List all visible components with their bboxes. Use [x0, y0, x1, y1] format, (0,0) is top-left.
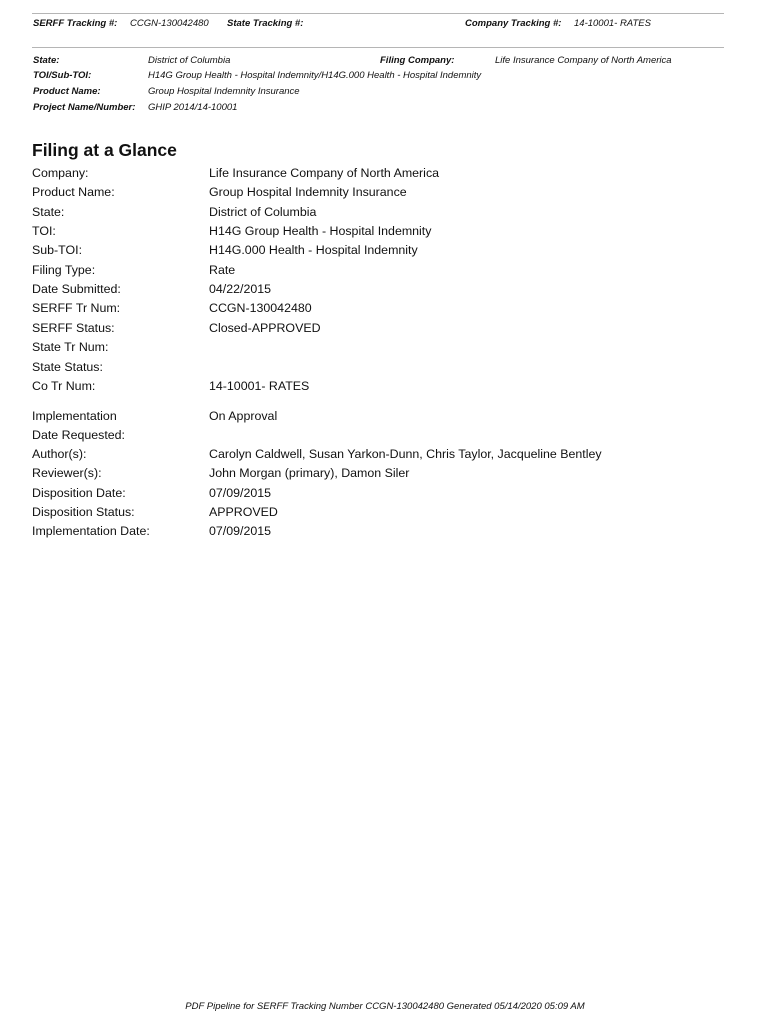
- meta-product-label: Product Name:: [33, 86, 101, 97]
- header-bottom-rule: [32, 47, 724, 48]
- company-tracking-header: [465, 18, 561, 30]
- meta-filing-company-value: Life Insurance Company of North America: [495, 55, 672, 66]
- glance-value: Group Hospital Indemnity Insurance: [209, 185, 407, 199]
- company-tracking-label: Company Tracking #:: [465, 18, 562, 29]
- state-tracking-label: State Tracking #:: [227, 18, 304, 29]
- glance-value: CCGN-130042480: [209, 301, 312, 315]
- header-top-rule: [32, 13, 724, 14]
- page-footer: PDF Pipeline for SERFF Tracking Number CCGN-130042480 Generated 05/14/2020 05:09 AM: [185, 1001, 585, 1012]
- glance-value: On Approval: [209, 409, 278, 423]
- glance-label: State:: [32, 205, 65, 219]
- glance-label: Product Name:: [32, 185, 115, 199]
- glance-value: 07/09/2015: [209, 486, 272, 500]
- glance-label: Sub-TOI:: [32, 243, 83, 257]
- meta-toi-row: [33, 70, 733, 82]
- serff-tracking-header: [33, 18, 117, 30]
- company-tracking-value: 14-10001- RATES: [574, 18, 651, 29]
- glance-label: SERFF Tr Num:: [32, 301, 121, 315]
- glance-label: SERFF Status:: [32, 321, 115, 335]
- glance-value: APPROVED: [209, 505, 278, 519]
- glance-label: Author(s):: [32, 447, 87, 461]
- meta-filing-company-label: Filing Company:: [380, 55, 455, 66]
- meta-state-value: District of Columbia: [148, 55, 231, 66]
- meta-project-row: [33, 102, 733, 114]
- glance-label: Disposition Date:: [32, 486, 126, 500]
- glance-value: John Morgan (primary), Damon Siler: [209, 466, 410, 480]
- glance-value: District of Columbia: [209, 205, 317, 219]
- glance-label: State Status:: [32, 360, 103, 374]
- serff-tracking-label: SERFF Tracking #:: [33, 18, 118, 29]
- glance-value: H14G Group Health - Hospital Indemnity: [209, 224, 432, 238]
- meta-state-label: State:: [33, 55, 60, 66]
- glance-value: 14-10001- RATES: [209, 379, 310, 393]
- glance-label: State Tr Num:: [32, 340, 109, 354]
- glance-label: Disposition Status:: [32, 505, 135, 519]
- glance-value: Carolyn Caldwell, Susan Yarkon-Dunn, Chris Taylor, Jacqueline Bentley: [209, 447, 602, 461]
- meta-project-label: Project Name/Number:: [33, 102, 136, 113]
- meta-product-value: Group Hospital Indemnity Insurance: [148, 86, 300, 97]
- glance-label: Implementation: [32, 409, 117, 423]
- glance-value: Rate: [209, 263, 236, 277]
- meta-product-row: [33, 86, 733, 98]
- meta-toi-value: H14G Group Health - Hospital Indemnity/H14G.000 Health - Hospital Indemnity: [148, 70, 482, 81]
- glance-label: Company:: [32, 166, 89, 180]
- glance-label: Co Tr Num:: [32, 379, 96, 393]
- glance-label: Reviewer(s):: [32, 466, 102, 480]
- serff-tracking-value: CCGN-130042480: [130, 18, 209, 29]
- glance-value: 04/22/2015: [209, 282, 272, 296]
- glance-label: Date Requested:: [32, 428, 125, 442]
- page-title: Filing at a Glance: [32, 140, 177, 160]
- glance-label: Implementation Date:: [32, 524, 150, 538]
- glance-label: Date Submitted:: [32, 282, 121, 296]
- glance-value: Closed-APPROVED: [209, 321, 321, 335]
- meta-state-row: [33, 55, 733, 67]
- glance-value: H14G.000 Health - Hospital Indemnity: [209, 243, 418, 257]
- glance-label: TOI:: [32, 224, 56, 238]
- meta-toi-label: TOI/Sub-TOI:: [33, 70, 92, 81]
- glance-value: Life Insurance Company of North America: [209, 166, 440, 180]
- glance-label: Filing Type:: [32, 263, 96, 277]
- meta-project-value: GHIP 2014/14-10001: [148, 102, 238, 113]
- glance-value: 07/09/2015: [209, 524, 272, 538]
- state-tracking-header: [227, 18, 303, 30]
